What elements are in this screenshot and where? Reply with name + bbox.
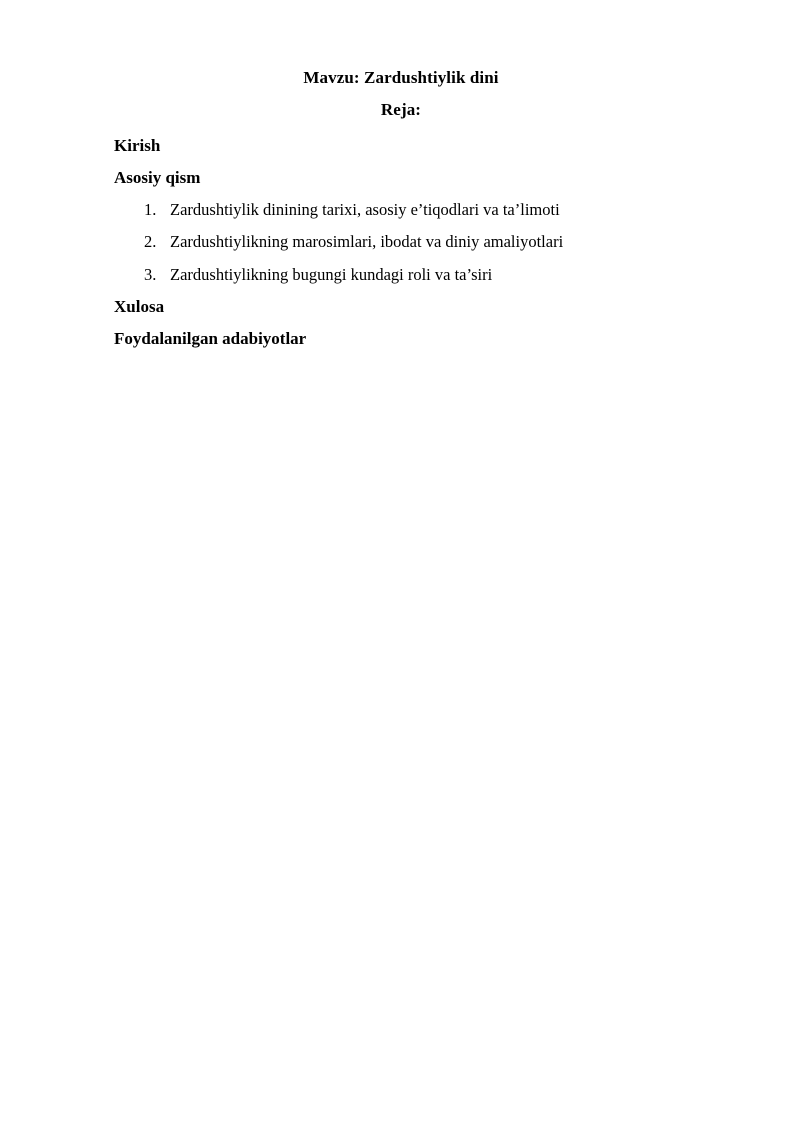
plan-list [114, 194, 728, 291]
list-item [114, 226, 728, 258]
heading-xulosa: Xulosa [114, 296, 165, 316]
list-item-label: Zardushtiylikning marosimlari, ibodat va diniy amaliyotlari [170, 232, 564, 252]
list-item-number: 1. [144, 200, 157, 220]
heading-kirish: Kirish [114, 135, 161, 155]
plan-subtitle: Reja: [380, 100, 422, 120]
heading-asosiy-qism: Asosiy qism [114, 167, 201, 187]
list-item-label: Zardushtiylikning bugungi kundagi roli va ta’siri [170, 264, 493, 284]
list-item-label: Zardushtiylik dinining tarixi, asosiy e’tiqodlari va ta’limoti [170, 200, 560, 220]
list-item [114, 259, 728, 291]
list-item-number: 2. [144, 232, 157, 252]
heading-foydalanilgan-adabiyotlar: Foydalanilgan adabiyotlar [114, 329, 307, 348]
page-title: Mavzu: Zardushtiylik dini [303, 68, 499, 87]
list-item [114, 194, 728, 226]
list-item-number: 3. [144, 264, 157, 284]
